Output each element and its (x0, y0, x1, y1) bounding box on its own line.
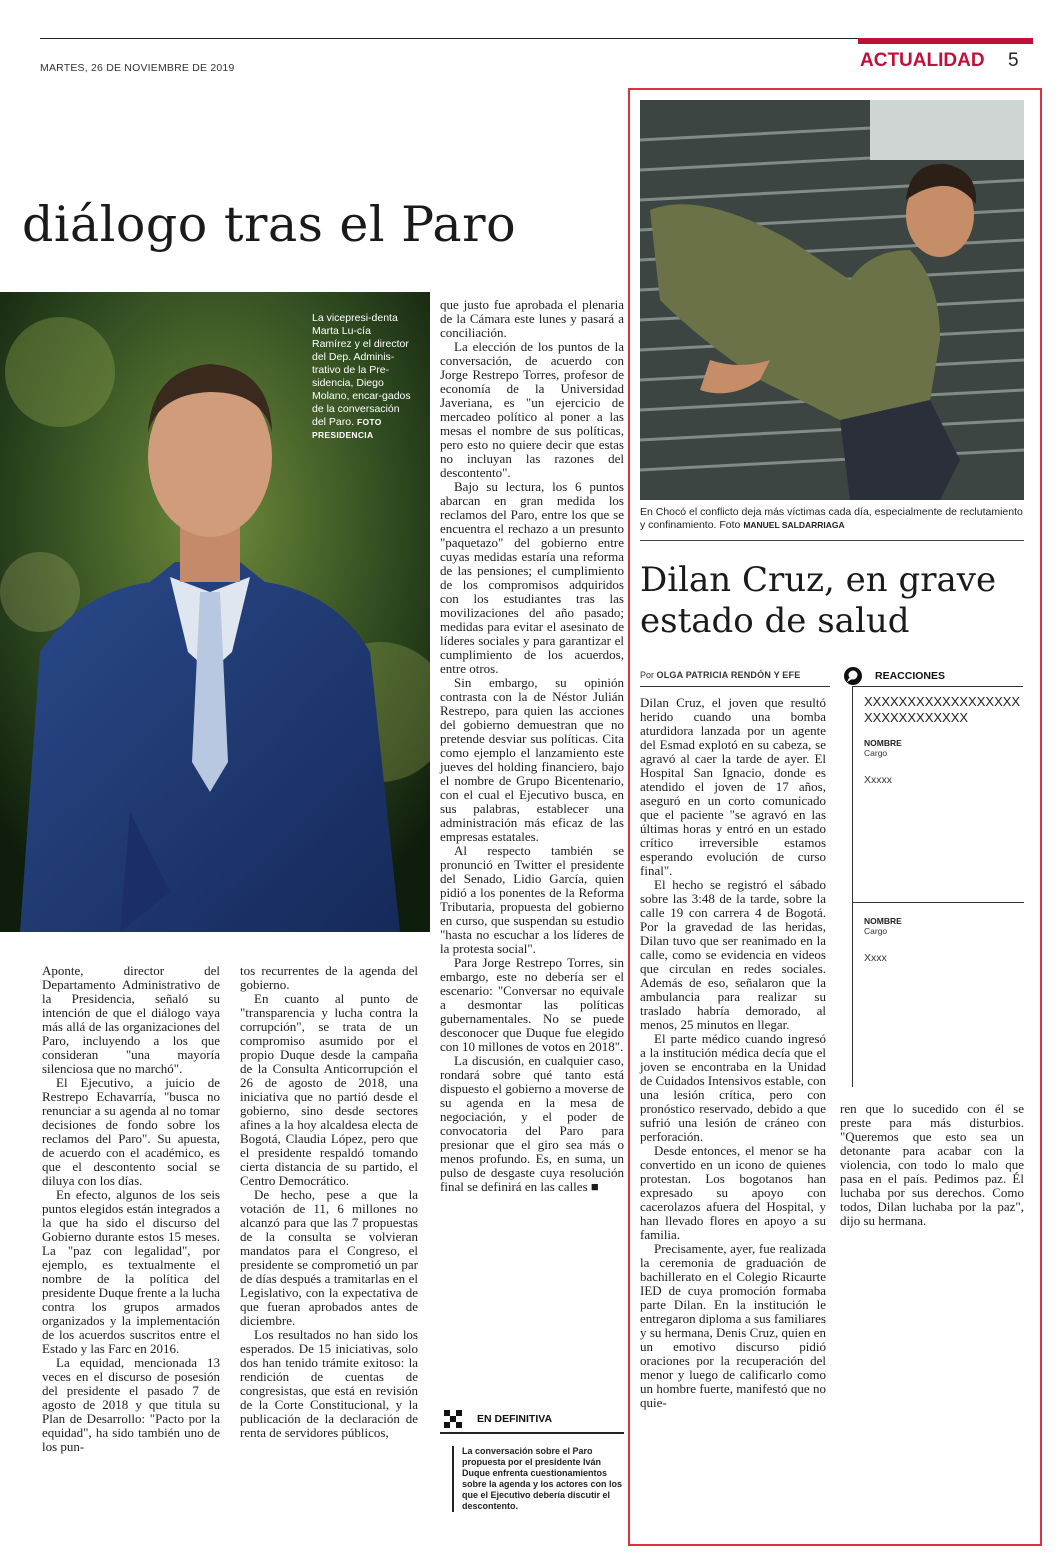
reaction-role: Cargo (864, 748, 888, 758)
left-photo-caption (312, 312, 412, 442)
left-headline: diálogo tras el Paro (22, 196, 517, 253)
paragraph: Bajo su lectura, los 6 puntos abarcan en gran medida los reclamos del Paro, entre los que se encuentra el rechazo a un presunto "paquetazo" del gobierno entre cuyas medidas estaría una reforma de las pensiones; el cumplimiento de los compromisos adquiridos con los estudiantes tras las movilizaciones del año pasado; medidas para evitar el asesinato de líderes sociales y para garantizar el cumplimiento de los acuerdos, entre otros. (440, 479, 624, 676)
photo-young-man-on-stairs (640, 100, 1024, 500)
reaction-quote: Xxxxx (864, 774, 893, 786)
reaction-item (864, 738, 902, 786)
paragraph: Aponte, director del Departamento Administrativo de la Presidencia, señaló su intención de que el diálogo vaya más allá de las organizaciones del Paro, incluyendo a los que consideran "una mayoría silenciosa que no marchó". (42, 963, 220, 1076)
paragraph: Sin embargo, su opinión contrasta con la de Néstor Julián Restrepo, para quien las acciones del gobierno demuestran que no pretende desviar sus políticas. Cita como ejemplo el lanzamiento este jueves del holding financiero, bajo el nombre de Grupo Bicentenario, con el cual el Ejecutivo busca, en sus palabras, establecer una administración más eficaz de las empresas estatales. (440, 675, 624, 844)
left-caption-text: La vicepresi-denta Marta Lu-cía Ramírez y el director del Dep. Adminis-trativo de la Pre-sidencia, Diego Molano, encar-gados de la conversación del Paro. (312, 312, 411, 428)
reacciones-placeholder: XXXXXXXXXXXXXXXXXXXXXXXXXXXXXX (864, 694, 1021, 725)
right-column-1 (640, 696, 826, 1410)
paragraph: En cuanto al punto de "transparencia y lucha contra la corrupción", se trata de un compromiso asumido por el propio Duque desde la campaña de la Consulta Anticorrupción el 26 de agosto de 2018, una iniciativa que no partió desde el gobierno, sino desde sectores afines a la hoy alcaldesa electa de Bogotá, Claudia López, pero que el presidente respaldó tomando cierta distancia de su partido, el Centro Democrático. (240, 991, 418, 1188)
paragraph: Precisamente, ayer, fue realizada la ceremonia de graduación de bachillerato en el Colegio Ricaurte IED de cuya promoción formaba parte Dilan. En la institución le entregaron diploma a sus familiares y su hermana, Denis Cruz, quien en un emotivo discurso pidió oraciones por la recuperación del menor y luego de calificarlo como un hombre fuerte, manifestó que no quie- (640, 1241, 826, 1410)
reaction-quote: Xxxx (864, 952, 887, 964)
right-headline: Dilan Cruz, en grave estado de salud (640, 560, 997, 641)
paragraph: que justo fue aprobada el plenaria de la Cámara este lunes y pasará a conciliación. (440, 297, 624, 340)
section-title: ACTUALIDAD (860, 50, 985, 71)
left-column-3 (440, 298, 624, 1194)
en-definitiva-rule (440, 1432, 624, 1434)
left-column-1 (42, 964, 220, 1454)
page-number: 5 (1008, 50, 1019, 71)
en-definitiva-text: La conversación sobre el Paro propuesta por el presidente Iván Duque enfrenta cuestionamientos sobre la agenda y los actores con los que el Ejecutivo debería discutir el descontento. (452, 1446, 626, 1512)
left-caption-credit: FOTO PRESIDENCIA (312, 417, 382, 440)
byline-names: OLGA PATRICIA RENDÓN Y EFE (656, 670, 801, 680)
paragraph: Para Jorge Restrepo Torres, sin embargo, este no debería ser el escenario: "Conversar no equivale a desmontar las políticas gubernamentales. No se puede desconocer que Duque fue elegido con 10 millones de votos en 2018". (440, 955, 624, 1054)
paragraph: El parte médico cuando ingresó a la institución médica decía que el joven se encontraba en la Unidad de Cuidados Intensivos estable, con una lesión crítica, pero con pronóstico reservado, debido a que sufrió una lesión de cráneo con perforación. (640, 1031, 826, 1144)
byline-rule (640, 686, 830, 687)
section-tab-bar (858, 38, 1033, 44)
paragraph: Desde entonces, el menor se ha convertido en un icono de quienes protestan. Los bogotanos han expresado su apoyo con cacerolazos afuera del Hospital, y han llevado flores en apoyo a su familia. (640, 1143, 826, 1242)
right-column-2 (840, 1102, 1024, 1228)
paragraph: ren que lo sucedido con él se preste para más disturbios. "Queremos que esto sea un detonante para acabar con la violencia, con todo lo malo que pasa en el país. Pedimos paz. Él luchaba por sus derechos. Como todos, Dilan luchaba por la paz", dijo su hermana. (840, 1101, 1024, 1228)
paragraph: En efecto, algunos de los seis puntos elegidos están integrados a la que ha sido el discurso del Gobierno durante estos 15 meses. La "paz con legalidad", por ejemplo, es textualmente el nombre de la política del presidente Duque frente a la lucha contra los grupos armados organizados y la implementación de los acuerdos suscritos entre el Estado y las Farc en 2016. (42, 1187, 220, 1356)
reaction-role: Cargo (864, 926, 888, 936)
right-caption-text: En Chocó el conflicto deja más víctimas cada día, especialmente de reclutamiento y confinamiento. Foto (640, 506, 1023, 531)
paragraph: La discusión, en cualquier caso, rondará sobre qué tanto está dispuesto el gobierno a moverse de su agenda en la mesa de negociación, y el poder de convocatoria del Paro para presionar que el giro sea más o menos profundo. Es, en suma, un pulso de desgaste cuya resolución final se definirá en las calles ■ (440, 1053, 624, 1194)
left-column-2 (240, 964, 418, 1440)
paragraph: Dilan Cruz, el joven que resultó herido cuando una bomba aturdidora lanzada por un agente del Esmad explotó en su cabeza, se agravó al caer la tarde de ayer. El Hospital San Ignacio, donde es atendido el joven de 17 años, aseguró en un corto comunicado que el paciente "se agravó en las últimas horas y entró en un estado crítico irreversible estamos esperando evolución de curso final". (640, 695, 826, 878)
paragraph: El Ejecutivo, a juicio de Restrepo Echavarría, "busca no renunciar a su agenda al no tomar decisiones de fondo sobre los reclamos del Paro". Su apuesta, de acuerdo con el académico, es que el descontento social se diluya con los días. (42, 1075, 220, 1188)
paragraph: La elección de los puntos de la conversación, de acuerdo con Jorge Restrepo Torres, profesor de economía de la Universidad Javeriana, es "un ejercicio de mercadeo político al poner a las mesas el nombre de sus políticas, pero esto no quiere decir que estas no incluyan las razones del descontento". (440, 339, 624, 480)
reacciones-rule (852, 902, 1024, 903)
checker-icon (444, 1410, 462, 1428)
paragraph: Al respecto también se pronunció en Twitter el presidente del Senado, Lidio García, quien pidió a los ponentes de la Reforma Tributaria, propuesta del gobierno en curso, que suspendan su estudio "hasta no escuchar a los líderes de la protesta social". (440, 843, 624, 956)
paragraph: De hecho, pese a que la votación de 11, 6 millones no alcanzó para que las 7 propuestas de la consulta se volvieran mandatos para el Congreso, el presidente se comprometió un par de días después a tramitarlas en el Legislativo, con la expectativa de que fueran aprobados antes de diciembre. (240, 1187, 418, 1328)
paragraph: Los resultados no han sido los esperados. De 15 iniciativas, solo dos han tenido trámite exitoso: la rendición de cuentas de congresistas, que está en revisión de la Corte Constitucional, y la publicación de la declaración de renta de servidores públicos, (240, 1327, 418, 1440)
right-photo-caption (640, 506, 1024, 532)
reaction-item (864, 916, 902, 964)
dateline: MARTES, 26 DE NOVIEMBRE DE 2019 (40, 62, 235, 74)
byline (640, 670, 800, 680)
reacciones-title: REACCIONES (875, 670, 946, 682)
paragraph: La equidad, mencionada 13 veces en el discurso de posesión del presidente el pasado 7 de agosto de 2018 y que titula su Plan de Desarrollo: "Pacto por la equidad", ha sido también uno de los pun- (42, 1355, 220, 1454)
photo-stairs-illustration (640, 100, 1024, 500)
reaction-name: NOMBRE (864, 738, 902, 748)
paragraph: El hecho se registró el sábado sobre las 3:48 de la tarde, sobre la calle 19 con carrera 4 de Bogotá. Por la gravedad de las heridas, Dilan tuvo que ser reanimado en la calle, como se evidencia en videos que circulan en redes sociales. Además de eso, señalaron que la ambulancia para realizar su traslado habría demorado, al menos, 25 minutos en llegar. (640, 877, 826, 1032)
byline-prefix: Por (640, 670, 655, 680)
right-caption-credit: MANUEL SALDARRIAGA (743, 520, 845, 530)
en-definitiva-title: EN DEFINITIVA (477, 1413, 553, 1425)
caption-rule (640, 540, 1024, 541)
speech-bubble-icon (843, 666, 863, 686)
reaction-name: NOMBRE (864, 916, 902, 926)
paragraph: tos recurrentes de la agenda del gobierno. (240, 963, 418, 992)
